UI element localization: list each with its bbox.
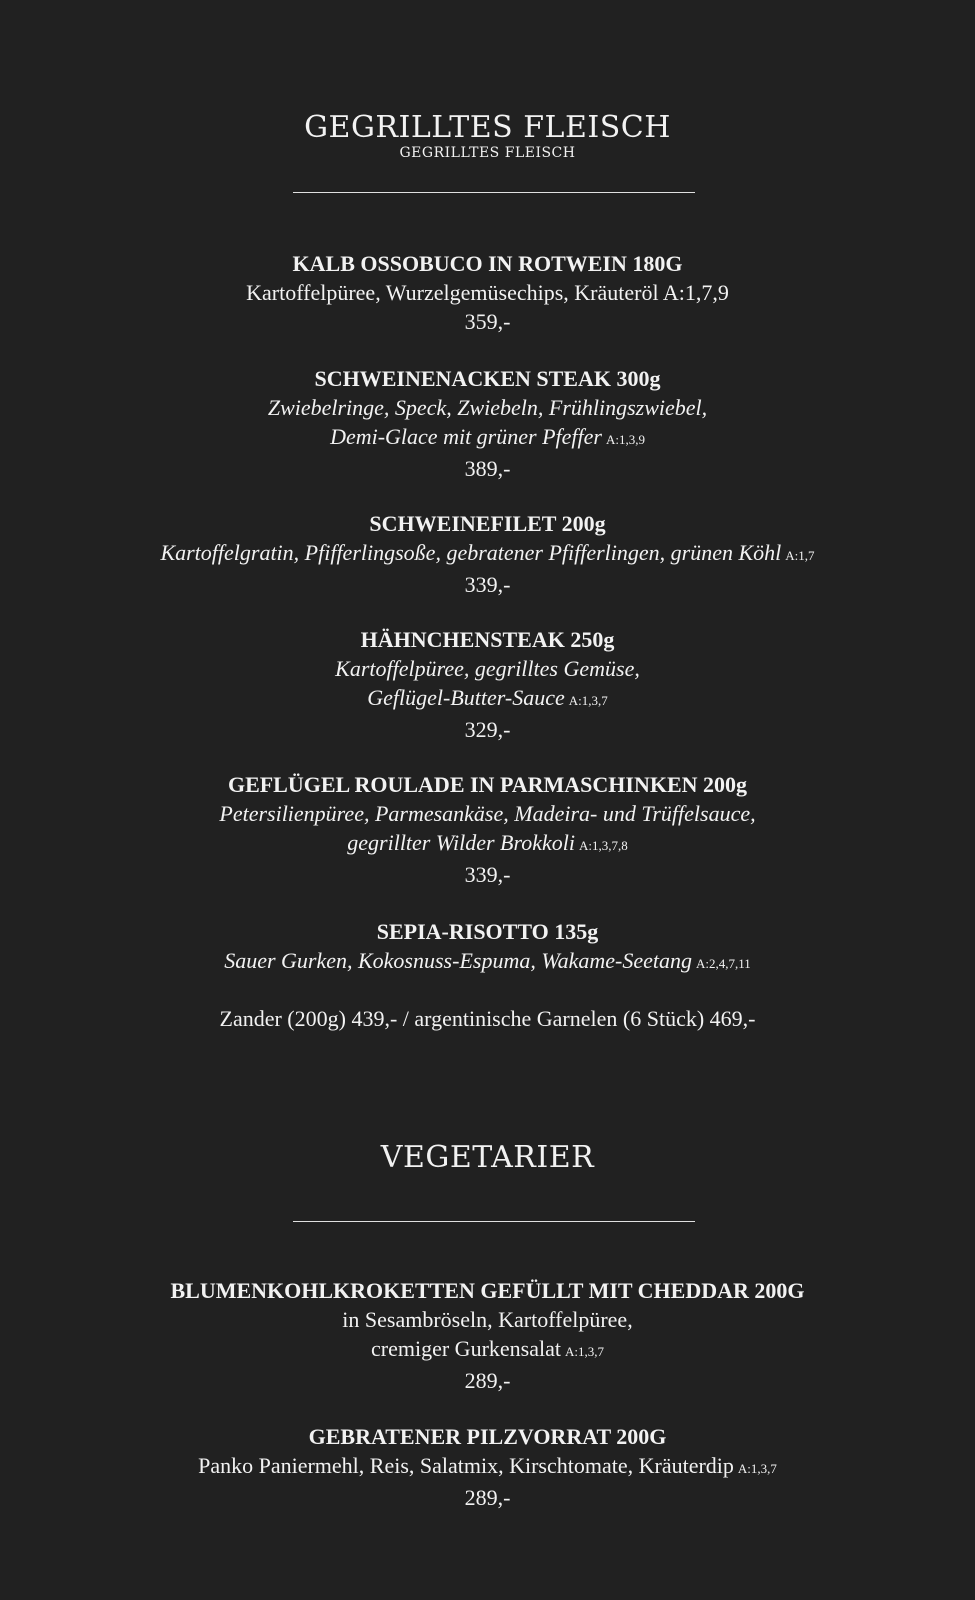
dish-description-line2: cremiger Gurkensalat A:1,3,7 <box>371 1336 604 1361</box>
dish-price: 339,- <box>464 572 511 597</box>
dish-name: GEFLÜGEL ROULADE IN PARMASCHINKEN 200g <box>227 772 748 797</box>
dish-price: 339,- <box>464 862 511 887</box>
allergen-info: A:1,3,7,8 <box>578 838 628 853</box>
dish-description-line2: Demi-Glace mit grüner Pfeffer A:1,3,9 <box>330 424 645 449</box>
section-title-vegetarian: VEGETARIER <box>380 1140 595 1175</box>
section-subtitle-meat: GEGRILLTES FLEISCH <box>399 145 576 161</box>
menu-item-ossobuco <box>0 249 975 336</box>
dish-name: BLUMENKOHLKROKETTEN GEFÜLLT MIT CHEDDAR 200G <box>170 1278 805 1303</box>
dish-price: 389,- <box>464 456 511 481</box>
dish-description: Kartoffelpüree, gegrilltes Gemüse, <box>335 656 640 681</box>
menu-item-sepia-risotto <box>0 917 975 978</box>
allergen-info: A:1,3,7 <box>737 1461 777 1476</box>
dish-name: SEPIA-RISOTTO 135g <box>376 919 599 944</box>
dish-description: in Sesambröseln, Kartoffelpüree, <box>342 1307 633 1332</box>
dish-name: SCHWEINENACKEN STEAK 300g <box>314 366 661 391</box>
dish-price: 359,- <box>464 309 511 334</box>
dish-price: 289,- <box>464 1368 511 1393</box>
menu-item-haehnchensteak <box>0 625 975 744</box>
allergen-info: A:1,3,7 <box>568 693 608 708</box>
dish-description-line2: gegrillter Wilder Brokkoli A:1,3,7,8 <box>347 830 628 855</box>
menu-item-gefluegel-roulade <box>0 770 975 889</box>
dish-description: Sauer Gurken, Kokosnuss-Espuma, Wakame-Seetang A:2,4,7,11 <box>224 948 751 973</box>
menu-item-blumenkohlkroketten <box>0 1276 975 1395</box>
dish-name: KALB OSSOBUCO IN ROTWEIN 180G <box>292 251 683 276</box>
allergen-info: A:1,3,9 <box>605 432 645 447</box>
menu-item-pilzvorrat <box>0 1422 975 1512</box>
menu-item-schweinenacken <box>0 364 975 483</box>
dish-price: 289,- <box>464 1485 511 1510</box>
section-title-meat: GEGRILLTES FLEISCH <box>304 110 671 145</box>
dish-name: SCHWEINEFILET 200g <box>369 511 606 536</box>
dish-description: Kartoffelpüree, Wurzelgemüsechips, Kräuteröl A:1,7,9 <box>246 280 729 305</box>
dish-description: Kartoffelgratin, Pfifferlingsoße, gebratener Pfifferlingen, grünen Köhl A:1,7 <box>160 540 815 565</box>
dish-description-line2: Geflügel-Butter-Sauce A:1,3,7 <box>367 685 608 710</box>
allergen-info: A:1,7 <box>785 548 815 563</box>
allergen-info: A:1,3,7 <box>564 1344 604 1359</box>
dish-description: Panko Paniermehl, Reis, Salatmix, Kirschtomate, Kräuterdip A:1,3,7 <box>198 1453 777 1478</box>
allergen-info: A:2,4,7,11 <box>696 956 751 971</box>
dish-description: Petersilienpüree, Parmesankäse, Madeira- und Trüffelsauce, <box>219 801 756 826</box>
extras-note: Zander (200g) 439,- / argentinische Garnelen (6 Stück) 469,- <box>219 1006 756 1031</box>
dish-price: 329,- <box>464 717 511 742</box>
divider-line <box>293 192 695 193</box>
dish-name: HÄHNCHENSTEAK 250g <box>360 627 615 652</box>
menu-item-schweinefilet <box>0 509 975 599</box>
dish-description: Zwiebelringe, Speck, Zwiebeln, Frühlingszwiebel, <box>267 395 708 420</box>
divider-line <box>293 1221 695 1222</box>
dish-name: GEBRATENER PILZVORRAT 200G <box>308 1424 667 1449</box>
